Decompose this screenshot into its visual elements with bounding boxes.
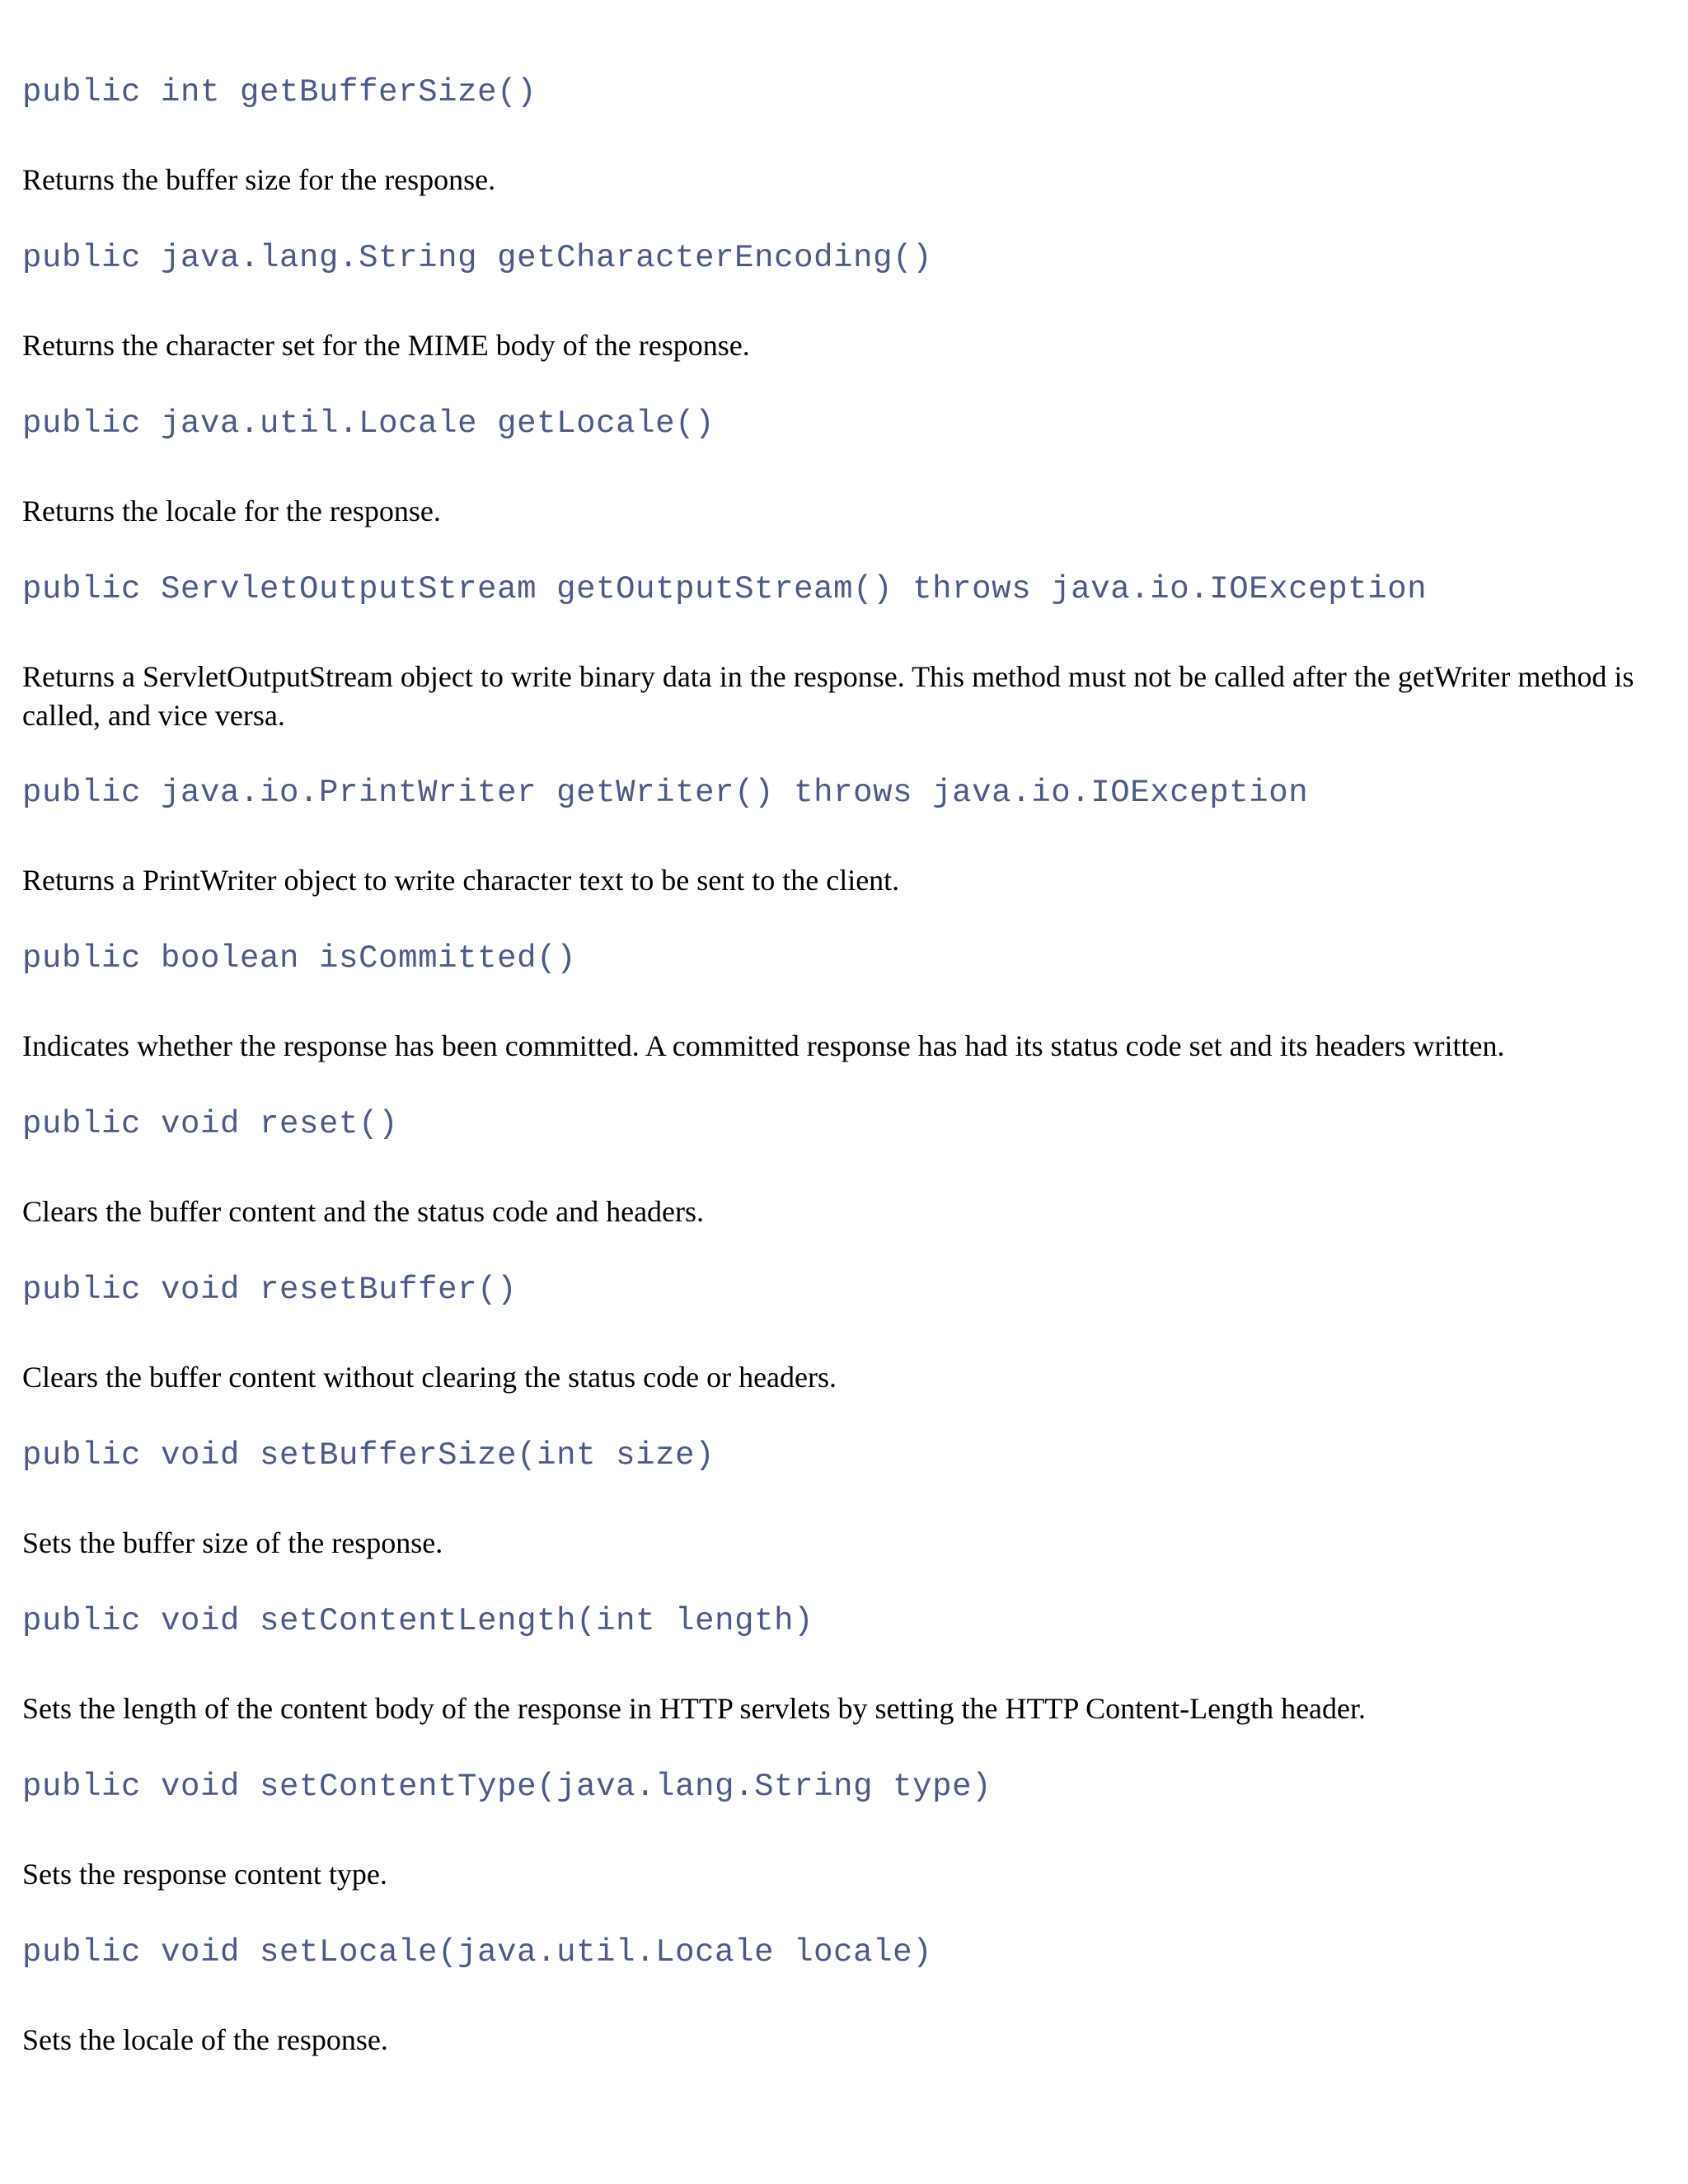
method-signature-reset: public void reset() <box>22 1106 399 1142</box>
method-description-setbuffersize: Sets the buffer size of the response. <box>22 1526 443 1559</box>
method-description-iscommitted: Indicates whether the response has been committed. A committed response has had its status code set and its headers written. <box>22 1029 1505 1062</box>
method-description-setlocale: Sets the locale of the response. <box>22 2023 388 2056</box>
method-description-setcontentlength: Sets the length of the content body of the response in HTTP servlets by setting the HTTP Content-Length header. <box>22 1692 1367 1725</box>
method-signature-resetbuffer: public void resetBuffer() <box>22 1272 518 1308</box>
method-signature-getbuffersize: public int getBufferSize() <box>22 74 537 110</box>
method-signature-getwriter: public java.io.PrintWriter getWriter() throws java.io.IOException <box>22 775 1309 811</box>
method-description-getbuffersize: Returns the buffer size for the response. <box>22 163 496 196</box>
method-signature-setbuffersize: public void setBufferSize(int size) <box>22 1437 715 1474</box>
method-description-getcharacterencoding: Returns the character set for the MIME body of the response. <box>22 329 750 362</box>
method-signature-setcontenttype: public void setContentType(java.lang.String type) <box>22 1769 992 1805</box>
method-signature-getoutputstream: public ServletOutputStream getOutputStream() throws java.io.IOException <box>22 571 1428 607</box>
method-description-reset: Clears the buffer content and the status code and headers. <box>22 1195 705 1228</box>
method-description-resetbuffer: Clears the buffer content without clearing the status code or headers. <box>22 1361 837 1394</box>
method-description-getwriter: Returns a PrintWriter object to write character text to be sent to the client. <box>22 864 900 897</box>
method-signature-getcharacterencoding: public java.lang.String getCharacterEncoding() <box>22 240 933 276</box>
method-signature-getlocale: public java.util.Locale getLocale() <box>22 405 715 442</box>
method-signature-iscommitted: public boolean isCommitted() <box>22 940 577 977</box>
method-description-getoutputstream: Returns a ServletOutputStream object to write binary data in the response. This method must not be called after the getWriter method is called, and vice versa. <box>22 660 1634 732</box>
method-signature-setcontentlength: public void setContentLength(int length) <box>22 1603 814 1639</box>
method-signature-setlocale: public void setLocale(java.util.Locale locale) <box>22 1934 933 1971</box>
method-description-getlocale: Returns the locale for the response. <box>22 494 441 527</box>
method-description-setcontenttype: Sets the response content type. <box>22 1858 387 1891</box>
